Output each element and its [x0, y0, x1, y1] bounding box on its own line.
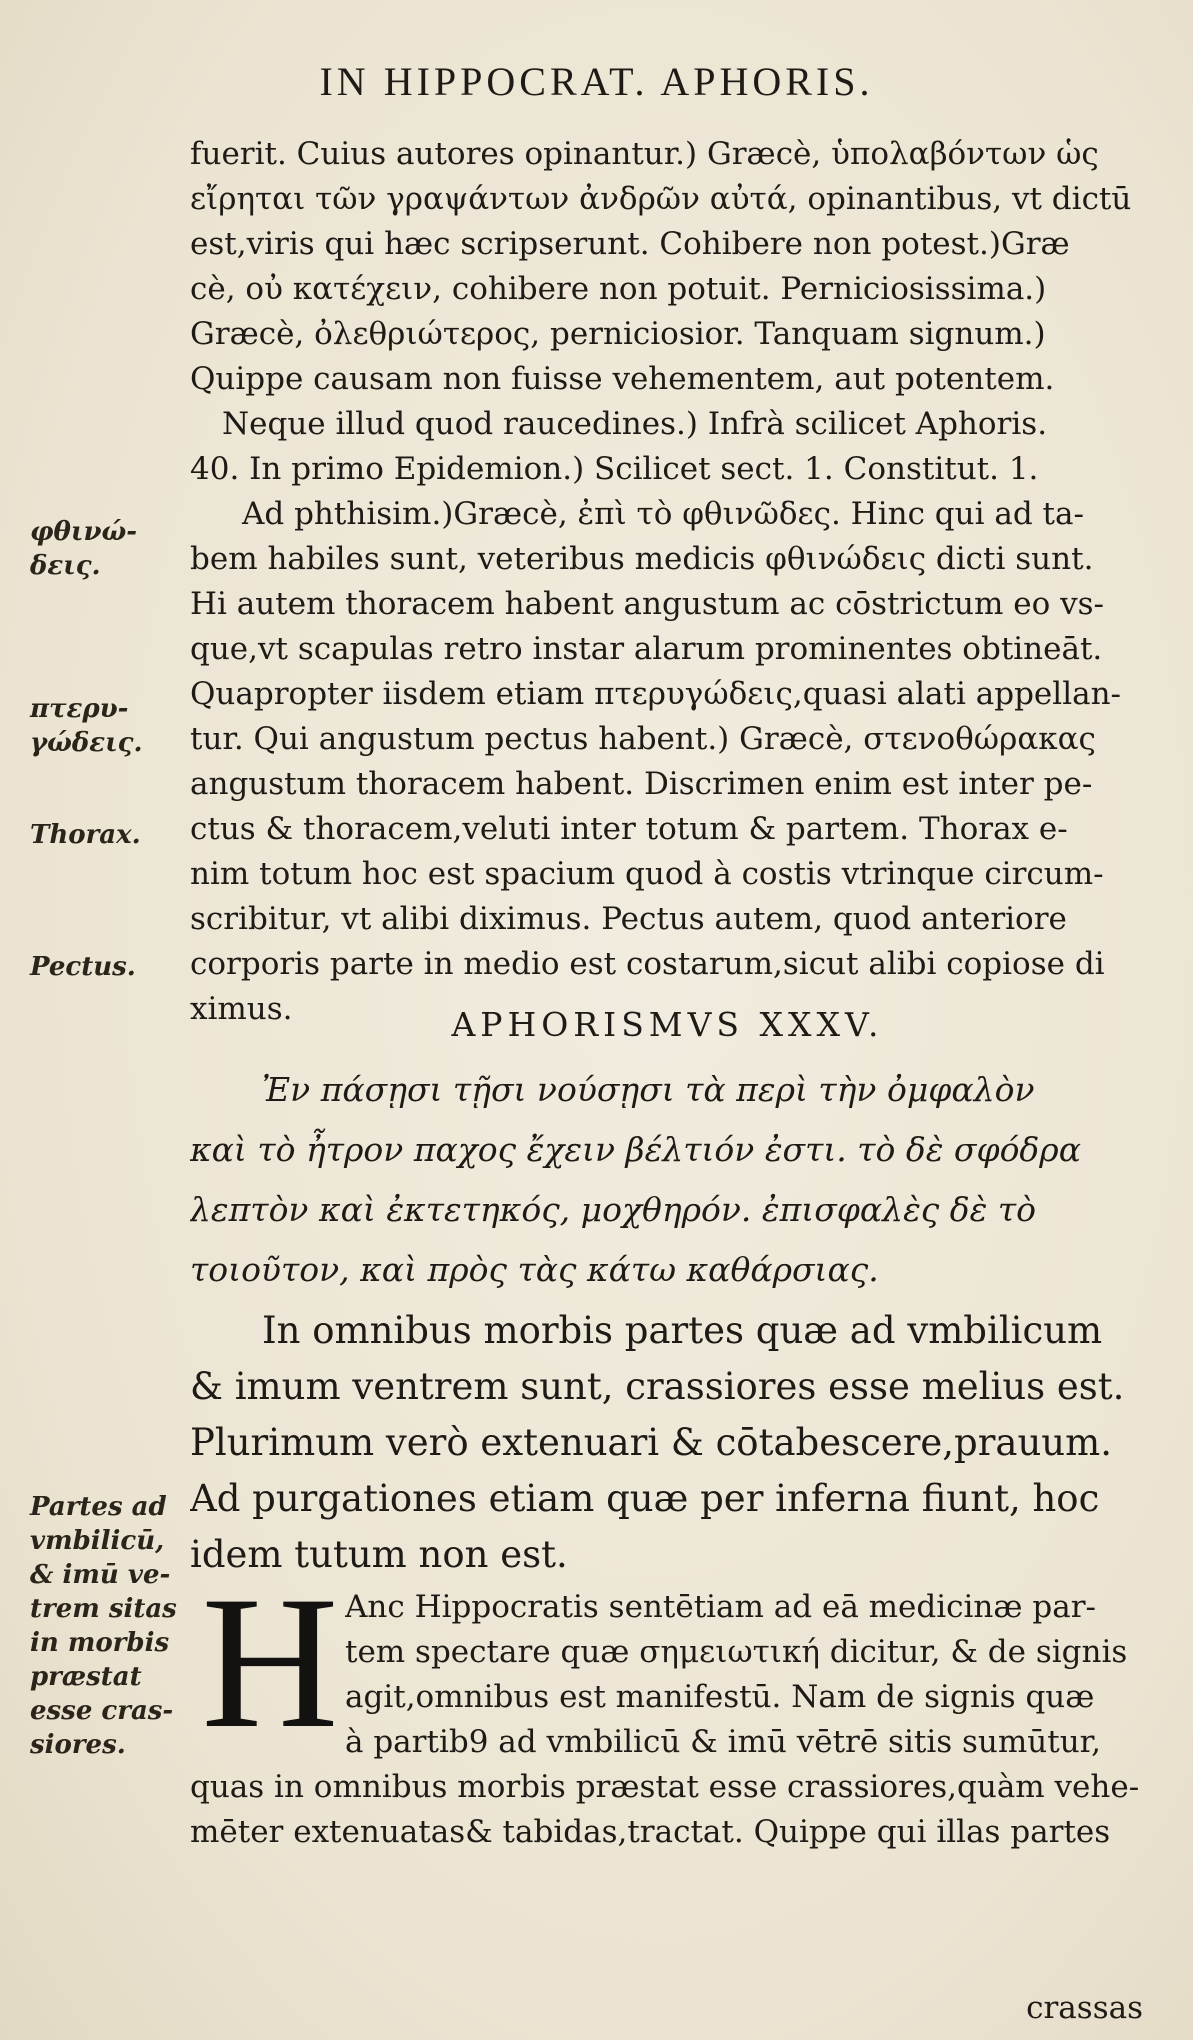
- text-line: εἴρηται τῶν γραψάντων ἀνδρῶν αὐτά, opinantibus, vt dictū: [190, 181, 1132, 217]
- latin-line: & imum ventrem sunt, crassiores esse melius est.: [190, 1365, 1125, 1408]
- text-line: à partib9 ad vmbilicū & imū vētrē sitis sumūtur,: [345, 1724, 1101, 1760]
- latin-line: Plurimum verò extenuari & cōtabescere,prauum.: [190, 1421, 1112, 1464]
- text-line: Quippe causam non fuisse vehementem, aut potentem.: [190, 361, 1055, 397]
- text-line: tem spectare quæ σημειωτική dicitur, & de signis: [345, 1634, 1128, 1670]
- text-line: agit,omnibus est manifestū. Nam de signis quæ: [345, 1679, 1095, 1715]
- text-line: 40. In primo Epidemion.) Scilicet sect. 1. Constitut. 1.: [190, 451, 1039, 487]
- greek-line: λεπτὸν καὶ ἐκτετηκός, μοχθηρόν. ἐπισφαλὲς δὲ τὸ: [190, 1190, 1036, 1229]
- text-line: est,viris qui hæc scripserunt. Cohibere non potest.)Græ: [190, 226, 1070, 262]
- text-line: bem habiles sunt, veteribus medicis φθινώδεις dicti sunt.: [190, 541, 1094, 577]
- margin-note-pectus: Pectus.: [30, 952, 136, 982]
- text-line: angustum thoracem habent. Discrimen enim est inter pe-: [190, 766, 1093, 802]
- margin-note-pterygodes: πτερυ- γώδεις.: [30, 694, 143, 758]
- text-line: Hi autem thoracem habent angustum ac cōstrictum eo vs-: [190, 586, 1105, 622]
- text-line: cè, οὐ κατέχειν, cohibere non potuit. Perniciosissima.): [190, 271, 1047, 307]
- text-line: Anc Hippocratis sentētiam ad eā medicinæ par-: [345, 1589, 1097, 1625]
- section-title: APHORISMVS XXXV.: [451, 1005, 884, 1044]
- greek-line: Ἐν πάσῃσι τῇσι νούσῃσι τὰ περὶ τὴν ὀμφαλὸν: [262, 1070, 1035, 1109]
- text-line: Quapropter iisdem etiam πτερυγώδεις,quasi alati appellan-: [190, 676, 1122, 712]
- latin-line: In omnibus morbis partes quæ ad vmbilicum: [262, 1309, 1103, 1352]
- latin-line: idem tutum non est.: [190, 1533, 568, 1576]
- margin-note-phthinodes: φθινώ- δεις.: [30, 517, 138, 581]
- text-line: corporis parte in medio est costarum,sicut alibi copiose di: [190, 946, 1105, 982]
- text-line: ximus.: [190, 991, 293, 1027]
- text-line: scribitur, vt alibi diximus. Pectus autem, quod anteriore: [190, 901, 1067, 937]
- commentary-tail: [190, 1765, 1145, 1855]
- text-line: tur. Qui angustum pectus habent.) Græcè, στενοθώρακας: [190, 721, 1096, 757]
- margin-note-thorax: Thorax.: [30, 820, 141, 850]
- text-line: Ad phthisim.)Græcè, ἐπὶ τὸ φθινῶδες. Hinc qui ad ta-: [242, 496, 1084, 532]
- text-line: nim totum hoc est spacium quod à costis vtrinque circum-: [190, 856, 1104, 892]
- latin-line: Ad purgationes etiam quæ per inferna fiunt, hoc: [190, 1477, 1100, 1520]
- commentary-dropcap-block: [345, 1585, 1145, 1765]
- text-line: Græcè, ὀλεθριώτερος, perniciosior. Tanquam signum.): [190, 316, 1046, 352]
- greek-line: τοιοῦτον, καὶ πρὸς τὰς κάτω καθάρσιας.: [190, 1250, 879, 1289]
- text-line: quas in omnibus morbis præstat esse crassiores,quàm vehe-: [190, 1769, 1140, 1805]
- text-line: ctus & thoracem,veluti inter totum & partem. Thorax e-: [190, 811, 1068, 847]
- text-line: fuerit. Cuius autores opinantur.) Græcè, ὑπολαβόντων ὡς: [190, 136, 1099, 172]
- greek-line: καὶ τὸ ἦτρον παχος ἔχειν βέλτιόν ἐστι. τὸ δὲ σφόδρα: [190, 1130, 1081, 1169]
- text-line: que,vt scapulas retro instar alarum prominentes obtineāt.: [190, 631, 1103, 667]
- latin-aphorism: [190, 1303, 1145, 1583]
- margin-note-partes: Partes ad vmbilicū, & imū ve- trem sitas in morbis præstat esse cras- siores.: [30, 1492, 177, 1760]
- commentary-block: [190, 132, 1145, 1032]
- text-line: mēter extenuatas& tabidas,tractat. Quippe qui illas partes: [190, 1814, 1111, 1850]
- text-line: Neque illud quod raucedines.) Infrà scilicet Aphoris.: [222, 406, 1048, 442]
- dropcap-initial: H: [201, 1558, 339, 1768]
- greek-aphorism: [190, 1060, 1145, 1300]
- running-header: IN HIPPOCRAT. APHORIS.: [319, 59, 874, 104]
- catchword: crassas: [1026, 1990, 1143, 2026]
